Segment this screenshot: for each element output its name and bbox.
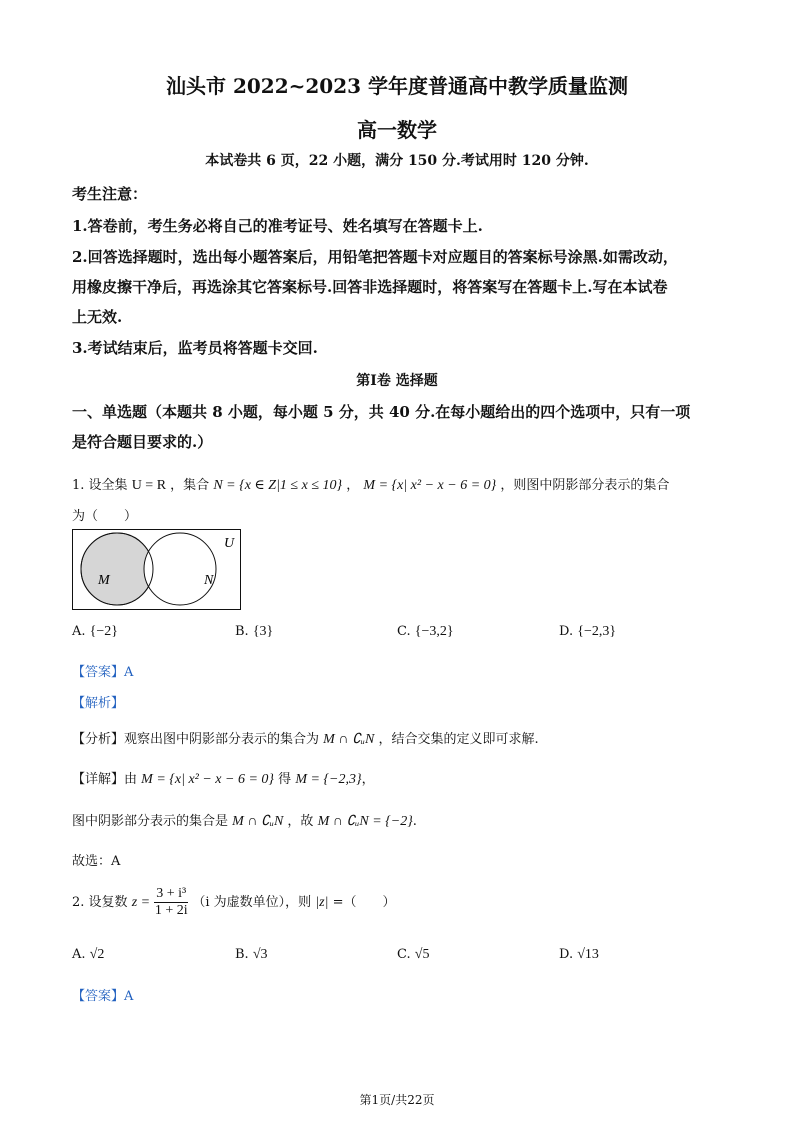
q2-option-c: C. √5	[397, 947, 430, 962]
q1-detail-expr1: M = {x| x² − x − 6 = 0}	[141, 772, 275, 787]
q1-conclusion: 故选：A	[72, 854, 121, 869]
venn-circle-n	[144, 533, 216, 605]
q1-universal-set: U = R	[131, 478, 167, 493]
q2-option-d: D. √13	[559, 947, 599, 962]
q1-answer: 【答案】A	[72, 665, 134, 680]
q1-shadow-expr2: M ∩ ∁ᵤN = {−2}	[317, 814, 413, 829]
q1-stem-d: 为（ ）	[72, 509, 138, 524]
venn-label-m: M	[98, 573, 110, 588]
q1-stem-a: 1. 设全集	[72, 478, 128, 493]
q1-fenxi: 【分析】观察出图中阴影部分表示的集合为 M ∩ ∁ᵤN ，结合交集的定义即可求解.	[72, 732, 539, 747]
q1-fenxi-expr: M ∩ ∁ᵤN	[323, 732, 375, 747]
section-intro-b: 是符合题目要求的.）	[72, 433, 213, 451]
notice-line-2c: 上无效.	[72, 308, 123, 326]
q1-shadow-expr1: M ∩ ∁ᵤN	[232, 814, 284, 829]
q1-option-c: C. {−3,2}	[397, 624, 454, 639]
exam-title: 汕头市 2022~2023 学年度普通高中教学质量监测	[165, 74, 628, 98]
q1-fenxi-tag: 【分析】	[72, 732, 125, 747]
q2-fraction-numerator: 3 + i³	[156, 886, 187, 901]
q2-abs-z: |z|	[315, 895, 329, 910]
q1-detail-expr2: M = {−2,3}	[295, 772, 362, 787]
section-title: 第Ⅰ卷 选择题	[356, 373, 438, 389]
q1-stem-b: ，集合	[170, 478, 210, 493]
q1-comma: ，	[346, 478, 360, 493]
q1-set-m: M = {x| x² − x − 6 = 0}	[363, 478, 497, 493]
q1-stem-c: ，则图中阴影部分表示的集合	[500, 478, 670, 493]
q2-option-a: A. √2	[72, 947, 105, 962]
q1-detail-tag: 【详解】	[72, 772, 125, 787]
q2-answer: 【答案】A	[72, 989, 134, 1004]
section-intro-a: 一、单选题（本题共 8 小题，每小题 5 分，共 40 分.在每小题给出的四个选项中，只有一项	[72, 403, 691, 421]
notice-line-3: 3.考试结束后，监考员将答题卡交回.	[72, 339, 318, 357]
notice-line-2a: 2.回答选择题时，选出每小题答案后，用铅笔把答题卡对应题目的答案标号涂黑.如需改动，	[72, 248, 678, 266]
q1-option-d: D. {−2,3}	[559, 624, 617, 639]
venn-label-n: N	[204, 573, 214, 588]
q1-option-b: B. {3}	[235, 624, 274, 639]
q1-detail: 【详解】由 M = {x| x² − x − 6 = 0} 得 M = {−2,3}，	[72, 772, 375, 787]
venn-diagram	[72, 529, 242, 611]
q2-fraction-denominator: 1 + 2i	[154, 903, 188, 918]
page-footer: 第1页/共22页	[359, 1093, 435, 1107]
q1-shadow: 图中阴影部分表示的集合是 M ∩ ∁ᵤN ，故 M ∩ ∁ᵤN = {−2}.	[72, 814, 417, 829]
exam-info: 本试卷共 6 页，22 小题，满分 150 分.考试用时 120 分钟.	[205, 153, 589, 169]
q1-analysis-tag: 【解析】	[72, 696, 125, 711]
q2-fraction	[154, 886, 188, 919]
notice-heading: 考生注意：	[72, 185, 148, 203]
q2-z: z =	[131, 895, 151, 910]
q1-option-a: A. {−2}	[72, 624, 119, 639]
q1-set-n: N = {x ∈ Z|1 ≤ x ≤ 10}	[213, 478, 343, 493]
q2-stem: 2. 设复数 z = $\frac{\text{3 + i³}}{1 + 2i}$ （i 为虚数单位），则 |z| =（ ）	[72, 886, 396, 918]
venn-label-u: U	[224, 536, 235, 551]
exam-subject: 高一数学	[357, 118, 437, 142]
notice-line-1: 1.答卷前，考生务必将自己的准考证号、姓名填写在答题卡上.	[72, 217, 483, 235]
q1-stem	[72, 474, 669, 494]
q2-option-b: B. √3	[235, 947, 268, 962]
notice-line-2b: 用橡皮擦干净后，再选涂其它答案标号.回答非选择题时，将答案写在答题卡上.写在本试卷	[72, 278, 668, 296]
